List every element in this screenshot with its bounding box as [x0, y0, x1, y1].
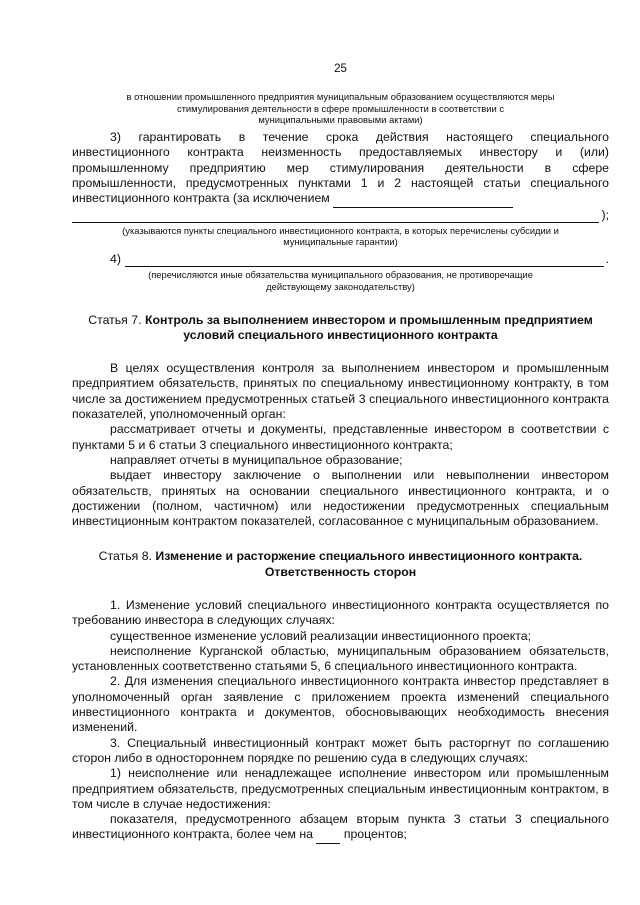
paragraph: В целях осуществления контроля за выполнением инвестором и промышленным предприятием обязательств, принятых по специальному инвестиционному контракту, в том числе за достижением предусмотренных статьей 3 специального инвестиционного контракта показателей, уполномоченный орган:	[72, 361, 609, 422]
item-3-blank-row	[72, 208, 609, 223]
paragraph: направляет отчеты в муниципальное образование;	[110, 452, 403, 467]
paragraph-last	[72, 812, 609, 844]
item-4-note	[72, 269, 609, 292]
item-3-note-line: (указываются пункты специального инвестиционного контракта, в которых перечислены субсидии и	[122, 224, 559, 236]
paragraph: существенное изменение условий реализации инвестиционного проекта;	[110, 628, 532, 643]
intro-note-line: муниципальными правовыми актами)	[258, 114, 423, 126]
item-3-note	[72, 225, 609, 248]
intro-note-line: в отношении промышленного предприятия муниципальным образованием осуществляются меры	[126, 91, 555, 103]
article-8-prefix: Статья 8.	[98, 549, 156, 564]
article-8-heading	[72, 549, 609, 580]
item-4	[72, 252, 609, 267]
intro-note	[72, 91, 609, 126]
article-7-prefix: Статья 7.	[88, 312, 145, 327]
paragraph: 1) неисполнение или ненадлежащее исполнение инвестором или промышленным предприятием обязательств, предусмотренных специальным инвестиционным контрактом, в том числе в случае недостижения:	[72, 766, 609, 811]
item-3	[72, 130, 609, 207]
blank-line	[125, 254, 604, 267]
article-7-heading	[72, 313, 609, 344]
item-4-label: 4)	[110, 252, 121, 267]
paragraph: 3. Специальный инвестиционный контракт может быть расторгнут по соглашению сторон либо в одностороннем порядке по решению суда в следующих случаях:	[72, 735, 609, 765]
intro-note-line: стимулирования деятельности в сфере промышленности в соответствии с	[176, 102, 505, 114]
paragraph-last-end: процентов;	[343, 827, 407, 842]
blank-line	[333, 191, 513, 207]
page-number: 25	[334, 63, 347, 75]
paragraph: неисполнение Курганской областью, муниципальным образованием обязательств, установленных соответственно статьями 5, 6 специального инвестиционного контракта.	[72, 643, 609, 674]
article-7-body	[72, 361, 609, 529]
item-4-note-line: действующему законодательству)	[266, 280, 415, 292]
paragraph: выдает инвестору заключение о выполнении или невыполнении инвестором обязательств, принятых на основании специального инвестиционного контракта, и о достижении (полном, частичном) или недостижении предусмотренных специальным инвестиционным контрактом показателей, согласованное с муниципальным образованием.	[72, 468, 609, 529]
blank-line	[72, 210, 599, 223]
article-7-title: Контроль за выполнением инвестором и промышленным предприятием условий специального инвестиционного контракта	[144, 312, 593, 342]
blank-line	[316, 827, 340, 843]
paragraph: 1. Изменение условий специального инвестиционного контракта осуществляется по требованию инвестора в следующих случаях:	[72, 597, 609, 628]
paragraph: 2. Для изменения специального инвестиционного контракта инвестор представляет в уполномоченный орган заявление с приложением проекта изменений специального инвестиционного контракта и документов, обосновывающих необходимость внесения изменений.	[72, 674, 609, 735]
article-8-body	[72, 598, 609, 844]
document-page	[72, 62, 609, 844]
article-8-title: Изменение и расторжение специального инвестиционного контракта. Ответственность сторон	[155, 549, 583, 579]
item-3-end: );	[601, 207, 609, 222]
item-4-end: .	[605, 252, 609, 267]
item-3-text: 3) гарантировать в течение срока действия настоящего специального инвестиционного контракта неизменность предоставляемых инвестору и (или) промышленному предприятию мер стимулирования деятельности в сфере промышленности, предусмотренных пунктами 1 и 2 настоящей статьи специального инвестиционного контракта (за исключением	[72, 130, 609, 206]
item-4-note-line: (перечисляются иные обязательства муниципального образования, не противоречащие	[148, 269, 533, 281]
item-3-note-line: муниципальные гарантии)	[283, 236, 398, 248]
paragraph-last-start: показателя, предусмотренного абзацем вторым пункта 3 статьи 3 специального инвестиционного контракта, более чем на	[72, 812, 609, 842]
paragraph: рассматривает отчеты и документы, представленные инвестором в соответствии с пунктами 5 и 6 статьи 3 специального инвестиционного контракта;	[72, 422, 609, 452]
